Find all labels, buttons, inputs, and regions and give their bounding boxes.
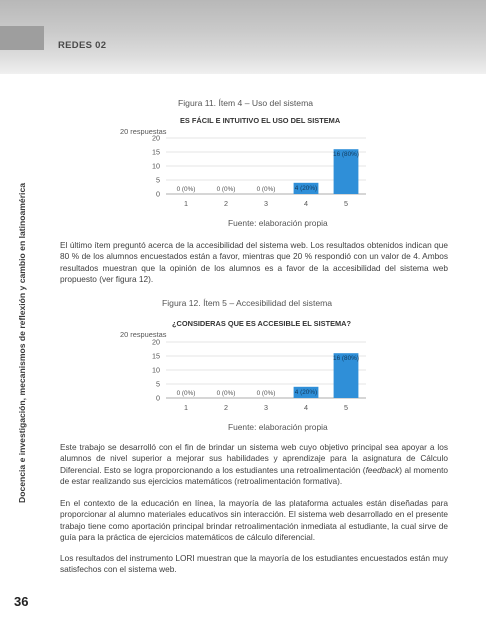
x-tick-label: 1 [184,199,188,208]
paragraph-2-after: ) al momento de estar realizando sus ejercicios matemáticos (retroalimentación formativa). [60,464,448,487]
chart-2-subtitle: 20 respuestas [120,330,167,339]
y-tick-label: 20 [152,133,160,143]
x-tick-label: 4 [304,403,308,412]
paragraph-3 [60,498,448,544]
x-tick-label: 1 [184,403,188,412]
chart-1-title: ES FÁCIL E INTUITIVO EL USO DEL SISTEMA [180,116,341,125]
paragraph-3-text: En el contexto de la educación en línea, la mayoría de las plataforma actuales están diseñadas para proporcionar al alumno materiales educativos sin interacción. El sistema web desarrollado en el presente trabajo tiene como aportación principal brindar retroalimentación inmediata al estudiante, la cual sirve de guía para la práctica de ejercicios matemáticos de cálculo diferencial. [60,498,448,543]
data-label: 4 (20%) [294,184,318,192]
x-tick-label: 3 [264,199,268,208]
data-label: 0 (0%) [216,390,236,397]
chart-2 [140,336,370,416]
header-band [0,0,486,74]
y-tick-label: 5 [156,379,160,389]
y-tick-label: 10 [152,161,160,171]
paragraph-4-text: Los resultados del instrumento LORI muestran que la mayoría de los estudiantes encuestados están muy satisfechos con el sistema web. [60,553,448,575]
chart-1 [140,132,370,212]
x-tick-label: 2 [224,199,228,208]
y-tick-label: 5 [156,175,160,185]
figure-12-caption: Figura 12. Ítem 5 – Accesibilidad del sistema [162,298,333,308]
y-tick-label: 20 [152,337,160,347]
x-tick-label: 5 [344,199,348,208]
data-label: 0 (0%) [256,390,276,397]
y-tick-label: 15 [152,351,160,361]
paragraph-4 [60,553,448,576]
paragraph-2-italic: feedback [365,464,400,475]
y-tick-label: 15 [152,147,160,157]
paragraph-2-text [60,442,448,488]
data-label: 4 (20%) [294,388,318,396]
data-label: 16 (80%) [333,151,359,159]
data-label: 0 (0%) [176,390,196,397]
x-tick-label: 4 [304,199,308,208]
header-tab-decoration [0,26,44,50]
page-number: 36 [14,594,29,609]
sidebar-running-title: Docencia e investigación, mecanismos de reflexión y cambio en latinoamérica [17,183,27,503]
y-tick-label: 10 [152,365,160,375]
figure-11-source: Fuente: elaboración propia [228,218,328,228]
paragraph-1-text: El último ítem preguntó acerca de la accesibilidad del sistema web. Los resultados obtenidos indican que 80 % de los alumnos encuestados están a favor, mientras que 20 % respondió con un valor de 4. Ambos resultados muestran que la opinión de los alumnos es a favor de la accesibilidad del sistema web propuesto (ver figura 12). [60,240,448,285]
paragraph-2-before: Este trabajo se desarrolló con el fin de brindar un sistema web cuyo objetivo principal sea apoyar a los alumnos de nivel superior a mejorar sus habilidades y aprendizaje para la asignatura de Cálculo Diferencial. Esto se logra proporcionando a los estudiantes una retroalimentación ( [60,442,448,475]
data-label: 0 (0%) [256,186,276,193]
data-label: 16 (80%) [333,355,359,363]
paragraph-1 [60,240,448,286]
paragraph-2 [60,442,448,488]
figure-12-source: Fuente: elaboración propia [228,422,328,432]
chart-1-subtitle: 20 respuestas [120,127,167,136]
data-label: 0 (0%) [216,186,236,193]
figure-11-caption: Figura 11. Ítem 4 – Uso del sistema [178,98,314,108]
x-tick-label: 5 [344,403,348,412]
chart-2-title: ¿CONSIDERAS QUE ES ACCESIBLE EL SISTEMA? [172,319,352,328]
running-header: REDES 02 [58,40,107,51]
y-tick-label: 0 [156,393,160,403]
y-tick-label: 0 [156,189,160,199]
x-tick-label: 2 [224,403,228,412]
x-tick-label: 3 [264,403,268,412]
data-label: 0 (0%) [176,186,196,193]
